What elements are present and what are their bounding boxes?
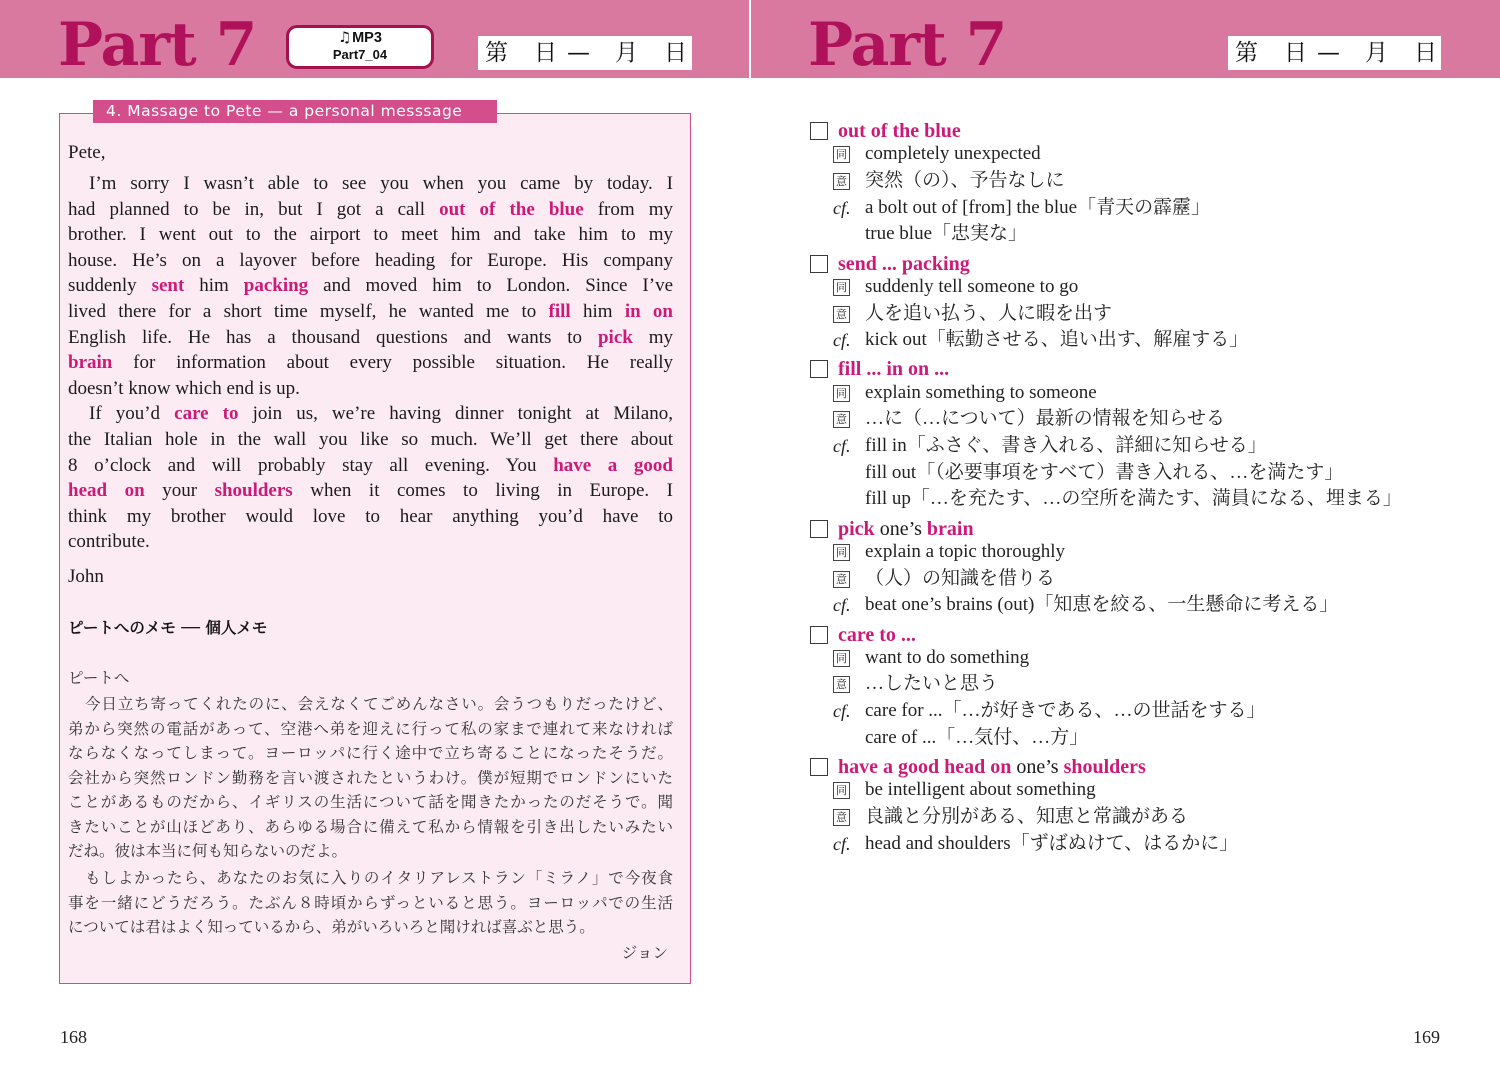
text-run: my bbox=[632, 326, 673, 348]
key-phrase: out of the blue bbox=[838, 120, 961, 142]
passage-line: think my brother would love to hear anything you’d have to bbox=[68, 505, 673, 527]
translation-line: だね。彼は本当に何も知らないのだよ。 bbox=[68, 842, 348, 860]
page-number-left: 168 bbox=[60, 1027, 87, 1047]
vocab-entry bbox=[810, 625, 1470, 752]
definition-line bbox=[810, 804, 1470, 831]
cf-mark: cf. bbox=[833, 330, 851, 351]
text-run: lived there for a short time myself, he wanted me to bbox=[68, 300, 549, 322]
date-day: 日 bbox=[664, 40, 687, 66]
entry-phrase bbox=[838, 120, 961, 142]
passage-line bbox=[68, 273, 673, 299]
date-day-suffix: 日 bbox=[534, 40, 557, 66]
key-phrase: pick bbox=[838, 517, 875, 540]
study-date-box-right bbox=[1228, 36, 1441, 70]
vocab-entry bbox=[810, 359, 1470, 513]
paragraph bbox=[68, 692, 673, 864]
definition-text: 人を追い払う、人に暇を出す bbox=[865, 302, 1113, 324]
synonym-mark: 同 bbox=[833, 146, 850, 163]
study-date-box-left bbox=[478, 36, 692, 70]
cf-mark: cf. bbox=[833, 436, 851, 457]
definition-line bbox=[810, 671, 1470, 698]
definition-text: care of ...「…気付、…方」 bbox=[865, 726, 1089, 748]
definition-line bbox=[810, 777, 1470, 804]
meaning-mark: 意 bbox=[833, 306, 850, 323]
cf-mark: cf. bbox=[833, 701, 851, 722]
passage-signoff: John bbox=[68, 566, 104, 587]
definition-line bbox=[810, 566, 1470, 593]
definition-line bbox=[810, 301, 1470, 328]
key-phrase: shoulders bbox=[214, 480, 293, 502]
paragraph bbox=[68, 401, 673, 555]
definition-line bbox=[810, 539, 1470, 566]
vocabulary-list bbox=[810, 121, 1470, 857]
checkbox bbox=[810, 360, 828, 378]
page-number-right: 169 bbox=[1413, 1027, 1440, 1047]
passage-line: house. He’s on a layover before heading for Europe. His company bbox=[68, 249, 673, 271]
text-run: one’s bbox=[1011, 756, 1064, 779]
definition-text: fill up「…を充たす、…の空所を満たす、満員になる、埋まる」 bbox=[865, 488, 1402, 510]
cf-mark: cf. bbox=[833, 197, 851, 218]
synonym-mark: 同 bbox=[833, 544, 850, 561]
synonym-mark: 同 bbox=[833, 650, 850, 667]
definition-text: fill out「（必要事項をすべて）書き入れる、…を満たす」 bbox=[865, 461, 1344, 483]
translation-line: 会社から突然ロンドン勤務を言い渡されたというわけ。僕が短期でロンドンにいた bbox=[68, 768, 673, 787]
checkbox bbox=[810, 520, 828, 538]
date-dash: — bbox=[1317, 40, 1340, 66]
key-phrase: brain bbox=[926, 517, 974, 540]
synonym-mark: 同 bbox=[833, 279, 850, 296]
definition-text: care for ...「…が好きである、…の世話をする」 bbox=[865, 700, 1266, 722]
key-phrase: head on bbox=[68, 480, 145, 502]
definition-line bbox=[810, 221, 1470, 248]
definition-line bbox=[810, 831, 1470, 858]
date-month: 月 bbox=[615, 40, 638, 66]
cf-mark: cf. bbox=[833, 595, 851, 616]
passage-line bbox=[68, 478, 673, 504]
entry-heading bbox=[810, 359, 1470, 379]
text-run: English life. He has a thousand questions and wants to bbox=[68, 326, 598, 348]
definition-text: true blue「忠実な」 bbox=[865, 223, 1028, 245]
definition-line bbox=[810, 486, 1470, 513]
part-title-right: Part 7 bbox=[808, 10, 1007, 80]
definition-text: 良識と分別がある、知恵と常識がある bbox=[865, 806, 1189, 828]
passage-line bbox=[68, 325, 673, 351]
synonym-mark: 同 bbox=[833, 385, 850, 402]
vocab-entry bbox=[810, 121, 1470, 248]
translation-signoff: ジョン bbox=[621, 944, 668, 962]
key-phrase: have a good bbox=[553, 454, 673, 476]
definition-line bbox=[810, 698, 1470, 725]
paragraph bbox=[68, 866, 673, 940]
passage-line: contribute. bbox=[68, 531, 150, 553]
translation-line: きたいことが山ほどあり、あらゆる場合に備えて私から情報を引き出したいみたい bbox=[68, 817, 673, 836]
meaning-mark: 意 bbox=[833, 173, 850, 190]
key-phrase: brain bbox=[68, 352, 113, 374]
definition-line bbox=[810, 592, 1470, 619]
translation-title: ピートへのメモ ── 個人メモ bbox=[68, 619, 268, 637]
synonym-mark: 同 bbox=[833, 782, 850, 799]
text-run: 8 o’clock and will probably stay all evening. You bbox=[68, 454, 554, 476]
passage-line: the Italian hole in the wall you like so much. We’ll get there about bbox=[68, 428, 673, 450]
definition-text: a bolt out of [from] the blue「青天の霹靂」 bbox=[865, 196, 1211, 218]
definition-line bbox=[810, 168, 1470, 195]
key-phrase: have a good head on bbox=[838, 756, 1012, 779]
cf-mark: cf. bbox=[833, 833, 851, 854]
mp3-label-row bbox=[289, 30, 431, 47]
music-note-icon bbox=[338, 30, 351, 46]
definition-text: explain a topic thoroughly bbox=[865, 540, 1065, 562]
mp3-label: MP3 bbox=[352, 30, 382, 46]
definition-line bbox=[810, 645, 1470, 672]
mp3-track: Part7_04 bbox=[332, 47, 388, 62]
definition-text: …に（…について）最新の情報を知らせる bbox=[865, 408, 1226, 430]
date-day-suffix: 日 bbox=[1284, 40, 1307, 66]
definition-line bbox=[810, 195, 1470, 222]
entry-phrase bbox=[838, 358, 949, 380]
translation-line: ことがあるものだから、イギリスの生活について話を聞きたかったのだそうで。聞 bbox=[68, 793, 673, 811]
definition-line bbox=[810, 274, 1470, 301]
key-phrase: in on bbox=[624, 300, 673, 322]
definition-text: （人）の知識を借りる bbox=[865, 567, 1056, 589]
definition-text: kick out「転勤させる、追い出す、解雇する」 bbox=[865, 329, 1249, 351]
passage-title: 4. Massage to Pete — a personal messsage bbox=[93, 100, 497, 123]
translation-line: 弟から突然の電話があって、空港へ弟を迎えに行って私の家まで連れて来なければ bbox=[68, 719, 673, 738]
definition-line bbox=[810, 725, 1470, 752]
text-run: and moved him to London. Since I’ve bbox=[308, 275, 673, 297]
definition-line bbox=[810, 380, 1470, 407]
definition-text: explain something to someone bbox=[865, 381, 1097, 403]
passage-line bbox=[68, 453, 673, 479]
meaning-mark: 意 bbox=[833, 411, 850, 428]
date-day-prefix: 第 bbox=[1235, 40, 1258, 66]
date-dash: — bbox=[567, 40, 590, 66]
key-phrase: fill bbox=[548, 300, 571, 322]
text-run: him bbox=[184, 275, 244, 297]
vocab-entry bbox=[810, 519, 1470, 619]
definition-text: head and shoulders「ずばぬけて、はるかに」 bbox=[865, 832, 1239, 854]
entry-heading bbox=[810, 254, 1470, 274]
entry-phrase bbox=[838, 756, 1146, 778]
passage-line bbox=[68, 350, 673, 376]
key-phrase: packing bbox=[243, 275, 309, 297]
meaning-mark: 意 bbox=[833, 676, 850, 693]
passage-line: doesn’t know which end is up. bbox=[68, 377, 300, 399]
entry-phrase bbox=[838, 518, 974, 540]
entry-phrase bbox=[838, 624, 916, 646]
passage-body bbox=[68, 171, 673, 555]
definition-line bbox=[810, 433, 1470, 460]
definition-text: …したいと思う bbox=[865, 673, 999, 695]
text-run: when it comes to living in Europe. I bbox=[292, 480, 673, 502]
entry-heading bbox=[810, 757, 1470, 777]
paragraph bbox=[68, 171, 673, 401]
definition-line bbox=[810, 406, 1470, 433]
date-day-prefix: 第 bbox=[485, 40, 508, 66]
text-run: had planned to be in, but I got a call bbox=[68, 198, 440, 220]
mp3-badge bbox=[286, 25, 434, 69]
passage-line: brother. I went out to the airport to meet him and take him to my bbox=[68, 224, 673, 246]
date-month: 月 bbox=[1365, 40, 1388, 66]
text-run: from my bbox=[583, 198, 673, 220]
meaning-mark: 意 bbox=[833, 571, 850, 588]
translation-line: 今日立ち寄ってくれたのに、会えなくてごめんなさい。会うつもりだったけど、 bbox=[85, 695, 673, 713]
key-phrase: out of the blue bbox=[439, 198, 584, 220]
entry-heading bbox=[810, 625, 1470, 645]
definition-text: beat one’s brains (out)「知恵を絞る、一生懸命に考える」 bbox=[865, 594, 1339, 616]
definition-text: want to do something bbox=[865, 646, 1030, 668]
key-phrase: sent bbox=[151, 275, 185, 297]
checkbox bbox=[810, 122, 828, 140]
entry-phrase bbox=[838, 253, 970, 275]
key-phrase: send ... packing bbox=[838, 252, 970, 275]
text-run: for information about every possible situation. He really bbox=[112, 352, 673, 374]
passage-line: I’m sorry I wasn’t able to see you when you came by today. I bbox=[89, 173, 673, 194]
text-run: If you’d bbox=[89, 403, 175, 425]
checkbox bbox=[810, 626, 828, 644]
meaning-mark: 意 bbox=[833, 809, 850, 826]
part-title-left: Part 7 bbox=[58, 10, 257, 80]
key-phrase: fill ... in on ... bbox=[838, 358, 950, 381]
translation-salutation: ピートへ bbox=[68, 669, 130, 687]
passage-salutation: Pete, bbox=[68, 142, 106, 163]
key-phrase: care to ... bbox=[838, 623, 916, 646]
text-run: your bbox=[144, 480, 215, 502]
checkbox bbox=[810, 758, 828, 776]
vocab-entry bbox=[810, 254, 1470, 354]
date-day: 日 bbox=[1414, 40, 1437, 66]
text-run: join us, we’re having dinner tonight at Milano, bbox=[238, 403, 673, 425]
key-phrase: care to bbox=[174, 403, 239, 425]
passage-line bbox=[68, 197, 673, 223]
translation-body bbox=[68, 692, 673, 940]
definition-text: be intelligent about something bbox=[865, 779, 1096, 801]
entry-heading bbox=[810, 121, 1470, 141]
definition-text: completely unexpected bbox=[865, 143, 1041, 165]
translation-line: 事を一緒にどうだろう。たぶん８時頃からずっといると思う。ヨーロッパでの生活 bbox=[68, 893, 673, 912]
translation-line: もしよかったら、あなたのお気に入りのイタリアレストラン「ミラノ」で今夜食 bbox=[85, 869, 673, 887]
definition-line bbox=[810, 460, 1470, 487]
passage-line bbox=[68, 401, 673, 427]
translation-line: については君はよく知っているから、弟がいろいろと聞ければ喜ぶと思う。 bbox=[68, 918, 595, 936]
key-phrase: shoulders bbox=[1063, 756, 1146, 779]
definition-line bbox=[810, 141, 1470, 168]
text-run: one’s bbox=[874, 517, 927, 540]
definition-text: 突然（の）、予告なしに bbox=[865, 169, 1065, 191]
checkbox bbox=[810, 255, 828, 273]
vocab-entry bbox=[810, 757, 1470, 857]
entry-heading bbox=[810, 519, 1470, 539]
text-run: him bbox=[570, 300, 625, 322]
key-phrase: pick bbox=[597, 326, 633, 348]
text-run: suddenly bbox=[68, 275, 152, 297]
definition-text: suddenly tell someone to go bbox=[865, 275, 1079, 297]
definition-text: fill in「ふさぐ、書き入れる、詳細に知らせる」 bbox=[865, 435, 1267, 457]
translation-line: ならなくなってしまって。ヨーロッパに行く途中で立ち寄ることになったそうだ。 bbox=[68, 744, 673, 762]
definition-line bbox=[810, 327, 1470, 354]
passage-line bbox=[68, 299, 673, 325]
